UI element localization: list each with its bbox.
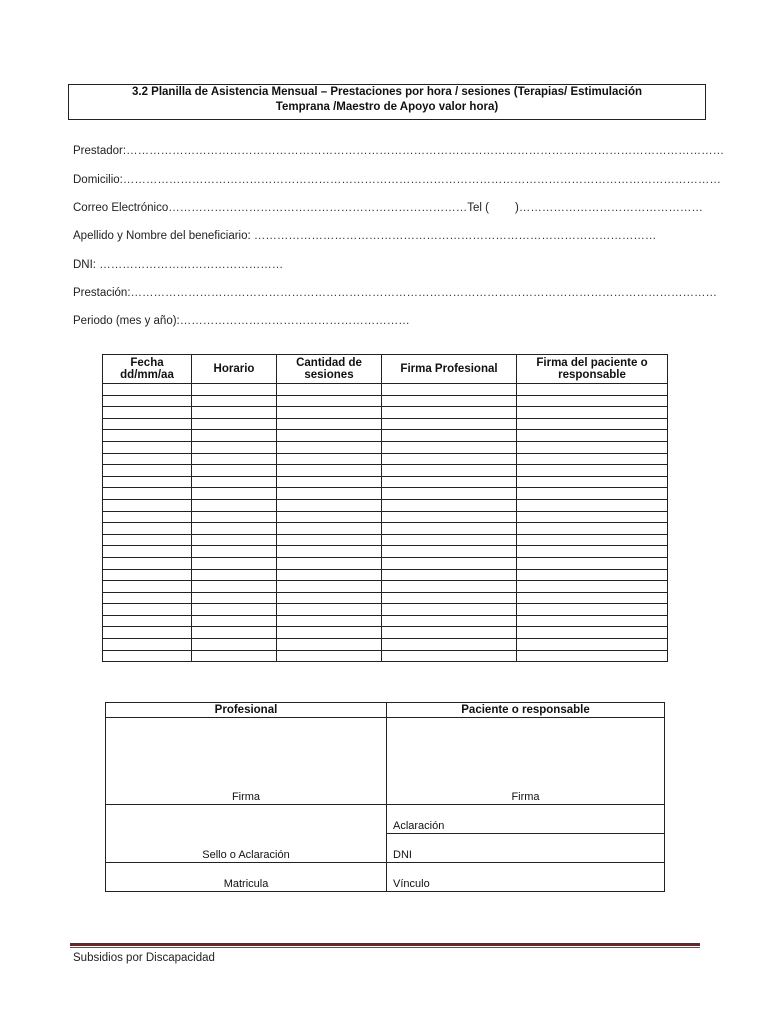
cell-cantidad[interactable]	[277, 650, 382, 662]
cell-horario[interactable]	[192, 569, 277, 581]
cell-fecha[interactable]	[103, 581, 192, 593]
cell-cantidad[interactable]	[277, 488, 382, 500]
cell-firma-paciente[interactable]	[517, 615, 668, 627]
sig-aclaracion-label: Aclaración	[393, 820, 445, 832]
cell-fecha[interactable]	[103, 592, 192, 604]
cell-firma-paciente[interactable]	[517, 523, 668, 535]
cell-cantidad[interactable]	[277, 639, 382, 651]
cell-horario[interactable]	[192, 546, 277, 558]
cell-horario[interactable]	[192, 557, 277, 569]
periodo-label: Periodo (mes y año):	[73, 315, 180, 327]
table-row	[103, 592, 668, 604]
table-row	[103, 407, 668, 419]
cell-horario[interactable]	[192, 430, 277, 442]
cell-firma-profesional[interactable]	[382, 453, 517, 465]
sig-firma-right-label: Firma	[511, 791, 540, 803]
table-row	[103, 604, 668, 616]
sig-matricula-cell[interactable]	[106, 863, 387, 892]
cell-fecha[interactable]	[103, 407, 192, 419]
table-row	[103, 581, 668, 593]
prestacion-label: Prestación:	[73, 287, 131, 299]
table-row	[103, 453, 668, 465]
header-horario	[192, 355, 277, 384]
cell-firma-paciente[interactable]	[517, 418, 668, 430]
cell-firma-profesional[interactable]	[382, 569, 517, 581]
table-row	[103, 395, 668, 407]
cell-fecha[interactable]	[103, 546, 192, 558]
cell-cantidad[interactable]	[277, 581, 382, 593]
cell-firma-paciente[interactable]	[517, 407, 668, 419]
header-firma-paciente-line1: Firma del paciente o	[536, 357, 648, 369]
cell-firma-profesional[interactable]	[382, 650, 517, 662]
cell-fecha[interactable]	[103, 639, 192, 651]
cell-horario[interactable]	[192, 627, 277, 639]
footer-rule-thick	[70, 943, 700, 946]
cell-firma-paciente[interactable]	[517, 581, 668, 593]
cell-fecha[interactable]	[103, 441, 192, 453]
cell-firma-profesional[interactable]	[382, 511, 517, 523]
table-row	[103, 418, 668, 430]
cell-fecha[interactable]	[103, 395, 192, 407]
cell-firma-profesional[interactable]	[382, 592, 517, 604]
cell-cantidad[interactable]	[277, 476, 382, 488]
attendance-header-row	[103, 355, 668, 384]
cell-horario[interactable]	[192, 441, 277, 453]
table-row	[103, 499, 668, 511]
cell-horario[interactable]	[192, 465, 277, 477]
cell-firma-profesional[interactable]	[382, 430, 517, 442]
cell-fecha[interactable]	[103, 604, 192, 616]
table-row	[103, 615, 668, 627]
footer-rule-thin	[70, 947, 700, 948]
cell-firma-profesional[interactable]	[382, 384, 517, 396]
cell-fecha[interactable]	[103, 650, 192, 662]
cell-firma-profesional[interactable]	[382, 627, 517, 639]
cell-fecha[interactable]	[103, 615, 192, 627]
cell-firma-paciente[interactable]	[517, 465, 668, 477]
cell-fecha[interactable]	[103, 430, 192, 442]
cell-fecha[interactable]	[103, 476, 192, 488]
cell-fecha[interactable]	[103, 557, 192, 569]
cell-firma-profesional[interactable]	[382, 546, 517, 558]
sig-dni-label: DNI	[393, 849, 412, 861]
table-row	[103, 511, 668, 523]
cell-firma-paciente[interactable]	[517, 569, 668, 581]
header-horario-label: Horario	[213, 363, 255, 375]
cell-horario[interactable]	[192, 604, 277, 616]
cell-horario[interactable]	[192, 476, 277, 488]
cell-fecha[interactable]	[103, 569, 192, 581]
cell-firma-paciente[interactable]	[517, 650, 668, 662]
cell-firma-paciente[interactable]	[517, 534, 668, 546]
table-row	[103, 627, 668, 639]
cell-firma-profesional[interactable]	[382, 523, 517, 535]
sig-vinculo-cell[interactable]	[387, 863, 665, 892]
cell-firma-profesional[interactable]	[382, 581, 517, 593]
cell-horario[interactable]	[192, 650, 277, 662]
table-row	[103, 569, 668, 581]
cell-fecha[interactable]	[103, 488, 192, 500]
table-row	[103, 650, 668, 662]
cell-firma-paciente[interactable]	[517, 639, 668, 651]
cell-horario[interactable]	[192, 488, 277, 500]
cell-cantidad[interactable]	[277, 395, 382, 407]
cell-horario[interactable]	[192, 592, 277, 604]
header-fecha	[103, 355, 192, 384]
cell-cantidad[interactable]	[277, 418, 382, 430]
cell-firma-paciente[interactable]	[517, 430, 668, 442]
form-title-line1: 3.2 Planilla de Asistencia Mensual – Prestaciones por hora / sesiones (Terapias/ Estimulación	[131, 86, 643, 98]
cell-horario[interactable]	[192, 407, 277, 419]
table-row	[103, 557, 668, 569]
cell-horario[interactable]	[192, 453, 277, 465]
cell-horario[interactable]	[192, 499, 277, 511]
cell-firma-profesional[interactable]	[382, 639, 517, 651]
cell-fecha[interactable]	[103, 465, 192, 477]
cell-firma-paciente[interactable]	[517, 592, 668, 604]
cell-horario[interactable]	[192, 418, 277, 430]
prestador-label: Prestador:	[73, 145, 127, 157]
header-cantidad	[277, 355, 382, 384]
header-cantidad-line1: Cantidad de	[296, 357, 362, 369]
form-title-box	[68, 84, 706, 120]
tel-close: )	[514, 202, 519, 214]
cell-fecha[interactable]	[103, 627, 192, 639]
cell-horario[interactable]	[192, 581, 277, 593]
header-firma-profesional	[382, 355, 517, 384]
cell-firma-profesional[interactable]	[382, 407, 517, 419]
sig-firma-profesional-cell[interactable]	[106, 718, 387, 805]
cell-cantidad[interactable]	[277, 441, 382, 453]
cell-firma-profesional[interactable]	[382, 499, 517, 511]
sig-sello-cell[interactable]	[106, 805, 387, 863]
cell-horario[interactable]	[192, 395, 277, 407]
cell-cantidad[interactable]	[277, 465, 382, 477]
table-row	[103, 488, 668, 500]
attendance-table	[102, 354, 668, 662]
cell-cantidad[interactable]	[277, 511, 382, 523]
table-row	[103, 639, 668, 651]
sig-firma-paciente-cell[interactable]	[387, 718, 665, 805]
domicilio-field[interactable]: Domicilio:…………………………………………………………………………………………………………………………………………	[73, 174, 721, 186]
dni-field[interactable]: DNI: …………………………………………	[73, 259, 284, 271]
table-row	[103, 465, 668, 477]
attendance-body	[103, 384, 668, 662]
cell-horario[interactable]	[192, 511, 277, 523]
cell-cantidad[interactable]	[277, 546, 382, 558]
prestacion-field[interactable]: Prestación:………………………………………………………………………………………………………………………………………	[73, 287, 718, 299]
cell-cantidad[interactable]	[277, 384, 382, 396]
cell-cantidad[interactable]	[277, 627, 382, 639]
cell-firma-paciente[interactable]	[517, 395, 668, 407]
cell-horario[interactable]	[192, 615, 277, 627]
cell-cantidad[interactable]	[277, 592, 382, 604]
header-fecha-line2: dd/mm/aa	[120, 369, 174, 381]
cell-firma-profesional[interactable]	[382, 488, 517, 500]
cell-cantidad[interactable]	[277, 499, 382, 511]
cell-cantidad[interactable]	[277, 615, 382, 627]
header-firma-profesional-label: Firma Profesional	[400, 363, 498, 375]
cell-firma-profesional[interactable]	[382, 465, 517, 477]
cell-cantidad[interactable]	[277, 453, 382, 465]
cell-firma-profesional[interactable]	[382, 395, 517, 407]
header-firma-paciente-line2: responsable	[558, 369, 626, 381]
sig-header-paciente: Paciente o responsable	[387, 703, 665, 718]
cell-firma-profesional[interactable]	[382, 615, 517, 627]
cell-firma-paciente[interactable]	[517, 453, 668, 465]
sig-sello-label: Sello o Aclaración	[202, 849, 290, 861]
table-row	[103, 441, 668, 453]
cell-fecha[interactable]	[103, 511, 192, 523]
header-firma-paciente	[517, 355, 668, 384]
cell-fecha[interactable]	[103, 499, 192, 511]
cell-firma-profesional[interactable]	[382, 604, 517, 616]
table-row	[103, 476, 668, 488]
table-row	[103, 430, 668, 442]
cell-horario[interactable]	[192, 639, 277, 651]
table-row	[103, 534, 668, 546]
cell-firma-paciente[interactable]	[517, 511, 668, 523]
footer-text: Subsidios por Discapacidad	[73, 952, 215, 964]
cell-firma-profesional[interactable]	[382, 441, 517, 453]
cell-firma-profesional[interactable]	[382, 418, 517, 430]
cell-firma-profesional[interactable]	[382, 534, 517, 546]
cell-cantidad[interactable]	[277, 534, 382, 546]
cell-fecha[interactable]	[103, 534, 192, 546]
cell-firma-paciente[interactable]	[517, 627, 668, 639]
correo-label: Correo Electrónico	[73, 202, 169, 214]
sig-header-profesional: Profesional	[106, 703, 387, 718]
cell-horario[interactable]	[192, 523, 277, 535]
cell-fecha[interactable]	[103, 384, 192, 396]
cell-firma-paciente[interactable]	[517, 557, 668, 569]
cell-firma-paciente[interactable]	[517, 499, 668, 511]
signature-table	[105, 702, 665, 892]
cell-cantidad[interactable]	[277, 569, 382, 581]
sig-matricula-label: Matricula	[223, 878, 269, 890]
sig-firma-left-label: Firma	[231, 791, 261, 803]
header-fecha-line1: Fecha	[130, 357, 164, 369]
correo-field[interactable]: Correo Electrónico……………………………………………………………………Tel ( )…………………………………………	[73, 202, 703, 214]
cell-fecha[interactable]	[103, 453, 192, 465]
table-row	[103, 546, 668, 558]
cell-cantidad[interactable]	[277, 407, 382, 419]
domicilio-label: Domicilio:	[73, 174, 123, 186]
table-row	[103, 384, 668, 396]
sig-aclaracion-cell[interactable]	[387, 805, 665, 834]
cell-fecha[interactable]	[103, 418, 192, 430]
cell-firma-paciente[interactable]	[517, 476, 668, 488]
cell-firma-paciente[interactable]	[517, 488, 668, 500]
cell-cantidad[interactable]	[277, 557, 382, 569]
prestador-field[interactable]: Prestador:…………………………………………………………………………………………………………………………………………	[73, 145, 725, 157]
cell-firma-paciente[interactable]	[517, 384, 668, 396]
cell-firma-paciente[interactable]	[517, 546, 668, 558]
sig-dni-cell[interactable]	[387, 834, 665, 863]
cell-firma-profesional[interactable]	[382, 557, 517, 569]
sig-vinculo-label: Vínculo	[393, 878, 430, 890]
header-cantidad-line2: sesiones	[304, 369, 354, 381]
cell-firma-profesional[interactable]	[382, 476, 517, 488]
cell-horario[interactable]	[192, 384, 277, 396]
tel-label: Tel (	[467, 202, 489, 214]
dni-label: DNI:	[73, 259, 96, 271]
cell-firma-paciente[interactable]	[517, 604, 668, 616]
cell-horario[interactable]	[192, 534, 277, 546]
periodo-field[interactable]: Periodo (mes y año):……………………………………………………	[73, 315, 410, 327]
cell-firma-paciente[interactable]	[517, 441, 668, 453]
cell-cantidad[interactable]	[277, 430, 382, 442]
form-title-line2: Temprana /Maestro de Apoyo valor hora)	[275, 101, 499, 113]
cell-fecha[interactable]	[103, 523, 192, 535]
table-row	[103, 523, 668, 535]
cell-cantidad[interactable]	[277, 523, 382, 535]
apellido-field[interactable]: Apellido y Nombre del beneficiario: ……………………………………………………………………………………………	[73, 230, 657, 242]
cell-cantidad[interactable]	[277, 604, 382, 616]
apellido-label: Apellido y Nombre del beneficiario:	[73, 230, 251, 242]
